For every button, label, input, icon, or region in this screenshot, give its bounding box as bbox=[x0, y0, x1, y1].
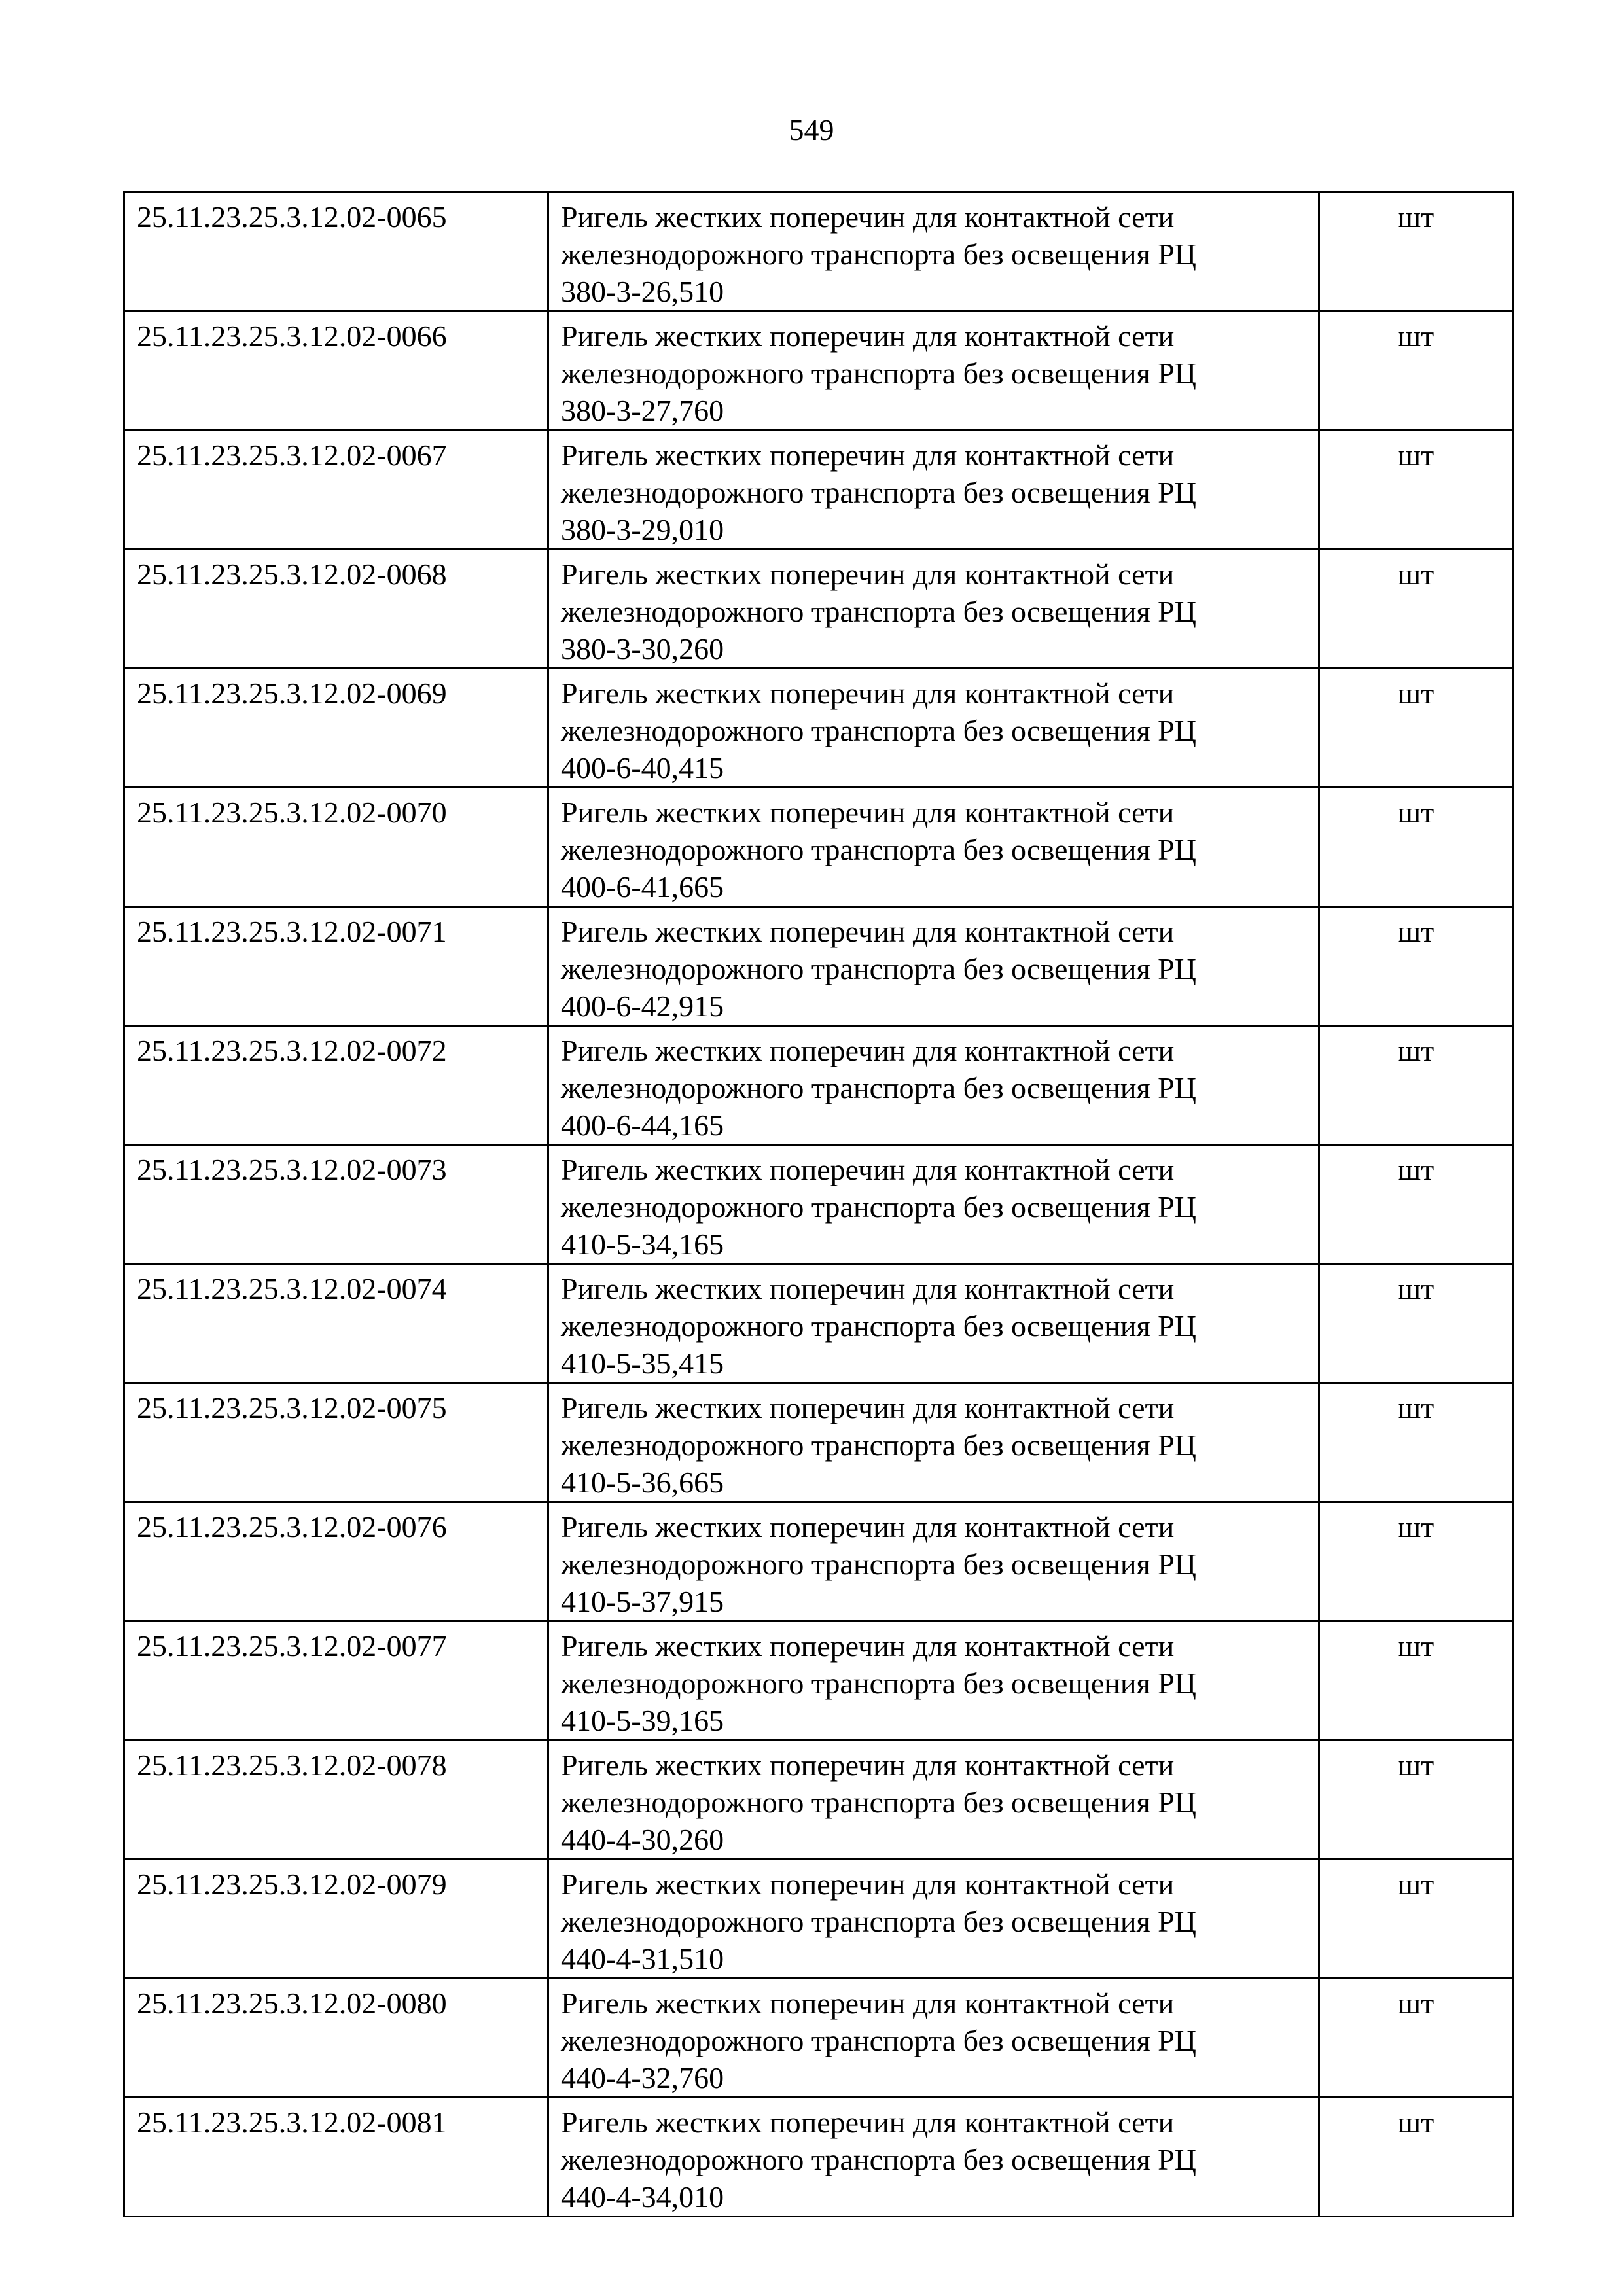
description-line: железнодорожного транспорта без освещения РЦ bbox=[561, 476, 1196, 509]
description-line: Ригель жестких поперечин для контактной сети bbox=[561, 1987, 1175, 2020]
items-table bbox=[123, 191, 1514, 2217]
item-code: 25.11.23.25.3.12.02-0073 bbox=[124, 1145, 548, 1264]
item-unit: шт bbox=[1319, 431, 1513, 550]
item-code: 25.11.23.25.3.12.02-0065 bbox=[124, 192, 548, 311]
item-code: 25.11.23.25.3.12.02-0068 bbox=[124, 550, 548, 669]
item-description bbox=[548, 192, 1319, 311]
description-line: Ригель жестких поперечин для контактной сети bbox=[561, 1629, 1175, 1663]
item-unit: шт bbox=[1319, 788, 1513, 907]
description-mark: 380-3-26,510 bbox=[561, 275, 724, 308]
table-row bbox=[124, 788, 1513, 907]
description-mark: 400-6-44,165 bbox=[561, 1108, 724, 1142]
description-line: железнодорожного транспорта без освещения РЦ bbox=[561, 1071, 1196, 1104]
item-description bbox=[548, 2098, 1319, 2217]
description-mark: 410-5-36,665 bbox=[561, 1466, 724, 1499]
item-code: 25.11.23.25.3.12.02-0079 bbox=[124, 1860, 548, 1979]
table-row bbox=[124, 1502, 1513, 1621]
description-line: Ригель жестких поперечин для контактной сети bbox=[561, 796, 1175, 829]
table-row bbox=[124, 1264, 1513, 1383]
item-description bbox=[548, 1502, 1319, 1621]
description-line: Ригель жестких поперечин для контактной сети bbox=[561, 200, 1175, 234]
page-number: 549 bbox=[789, 113, 834, 147]
description-line: Ригель жестких поперечин для контактной сети bbox=[561, 1391, 1175, 1424]
item-unit: шт bbox=[1319, 1145, 1513, 1264]
item-code: 25.11.23.25.3.12.02-0067 bbox=[124, 431, 548, 550]
item-code: 25.11.23.25.3.12.02-0072 bbox=[124, 1026, 548, 1145]
table-row bbox=[124, 431, 1513, 550]
item-code: 25.11.23.25.3.12.02-0066 bbox=[124, 311, 548, 431]
description-mark: 410-5-37,915 bbox=[561, 1585, 724, 1618]
table-row bbox=[124, 907, 1513, 1026]
table-row bbox=[124, 192, 1513, 311]
description-line: Ригель жестких поперечин для контактной сети bbox=[561, 1272, 1175, 1305]
item-description bbox=[548, 1621, 1319, 1740]
table-row bbox=[124, 1383, 1513, 1502]
description-mark: 400-6-40,415 bbox=[561, 751, 724, 785]
description-line: железнодорожного транспорта без освещения РЦ bbox=[561, 1190, 1196, 1224]
description-line: железнодорожного транспорта без освещения РЦ bbox=[561, 357, 1196, 390]
table-row bbox=[124, 2098, 1513, 2217]
item-unit: шт bbox=[1319, 1860, 1513, 1979]
item-unit: шт bbox=[1319, 669, 1513, 788]
description-line: Ригель жестких поперечин для контактной сети bbox=[561, 557, 1175, 591]
description-line: железнодорожного транспорта без освещения РЦ bbox=[561, 833, 1196, 866]
description-mark: 380-3-29,010 bbox=[561, 513, 724, 546]
item-unit: шт bbox=[1319, 907, 1513, 1026]
description-line: железнодорожного транспорта без освещения РЦ bbox=[561, 2143, 1196, 2176]
description-mark: 440-4-30,260 bbox=[561, 1823, 724, 1856]
description-line: Ригель жестких поперечин для контактной сети bbox=[561, 1153, 1175, 1186]
table-row bbox=[124, 1621, 1513, 1740]
description-line: железнодорожного транспорта без освещения РЦ bbox=[561, 1667, 1196, 1700]
description-mark: 380-3-27,760 bbox=[561, 394, 724, 427]
description-mark: 440-4-34,010 bbox=[561, 2180, 724, 2214]
item-description bbox=[548, 907, 1319, 1026]
item-description bbox=[548, 311, 1319, 431]
description-mark: 410-5-35,415 bbox=[561, 1347, 724, 1380]
item-description bbox=[548, 1383, 1319, 1502]
item-code: 25.11.23.25.3.12.02-0077 bbox=[124, 1621, 548, 1740]
item-code: 25.11.23.25.3.12.02-0070 bbox=[124, 788, 548, 907]
table-row bbox=[124, 550, 1513, 669]
table-row bbox=[124, 311, 1513, 431]
description-line: железнодорожного транспорта без освещения РЦ bbox=[561, 714, 1196, 747]
description-line: железнодорожного транспорта без освещения РЦ bbox=[561, 1309, 1196, 1343]
description-line: железнодорожного транспорта без освещения РЦ bbox=[561, 1786, 1196, 1819]
item-code: 25.11.23.25.3.12.02-0078 bbox=[124, 1740, 548, 1860]
description-line: железнодорожного транспорта без освещения РЦ bbox=[561, 595, 1196, 628]
item-description bbox=[548, 1860, 1319, 1979]
item-description bbox=[548, 669, 1319, 788]
item-description bbox=[548, 431, 1319, 550]
item-code: 25.11.23.25.3.12.02-0076 bbox=[124, 1502, 548, 1621]
description-mark: 440-4-32,760 bbox=[561, 2061, 724, 2094]
description-line: Ригель жестких поперечин для контактной сети bbox=[561, 1034, 1175, 1067]
item-unit: шт bbox=[1319, 1264, 1513, 1383]
item-description bbox=[548, 1145, 1319, 1264]
table-row bbox=[124, 1026, 1513, 1145]
description-line: Ригель жестких поперечин для контактной сети bbox=[561, 1748, 1175, 1782]
description-line: Ригель жестких поперечин для контактной сети bbox=[561, 677, 1175, 710]
item-unit: шт bbox=[1319, 1383, 1513, 1502]
item-code: 25.11.23.25.3.12.02-0069 bbox=[124, 669, 548, 788]
item-unit: шт bbox=[1319, 2098, 1513, 2217]
description-line: железнодорожного транспорта без освещения РЦ bbox=[561, 1547, 1196, 1581]
table-row bbox=[124, 669, 1513, 788]
item-description bbox=[548, 1264, 1319, 1383]
table-row bbox=[124, 1740, 1513, 1860]
item-description bbox=[548, 550, 1319, 669]
description-line: железнодорожного транспорта без освещения РЦ bbox=[561, 1428, 1196, 1462]
description-mark: 410-5-39,165 bbox=[561, 1704, 724, 1737]
description-line: железнодорожного транспорта без освещения РЦ bbox=[561, 2024, 1196, 2057]
item-unit: шт bbox=[1319, 1621, 1513, 1740]
description-line: железнодорожного транспорта без освещения РЦ bbox=[561, 238, 1196, 271]
item-code: 25.11.23.25.3.12.02-0081 bbox=[124, 2098, 548, 2217]
description-line: Ригель жестких поперечин для контактной сети bbox=[561, 438, 1175, 472]
description-mark: 440-4-31,510 bbox=[561, 1942, 724, 1975]
table-row bbox=[124, 1860, 1513, 1979]
item-code: 25.11.23.25.3.12.02-0075 bbox=[124, 1383, 548, 1502]
description-line: Ригель жестких поперечин для контактной сети bbox=[561, 2106, 1175, 2139]
description-line: железнодорожного транспорта без освещения РЦ bbox=[561, 1905, 1196, 1938]
description-line: Ригель жестких поперечин для контактной сети bbox=[561, 1867, 1175, 1901]
description-mark: 410-5-34,165 bbox=[561, 1227, 724, 1261]
item-unit: шт bbox=[1319, 550, 1513, 669]
item-code: 25.11.23.25.3.12.02-0080 bbox=[124, 1979, 548, 2098]
item-code: 25.11.23.25.3.12.02-0074 bbox=[124, 1264, 548, 1383]
item-description bbox=[548, 788, 1319, 907]
table-body bbox=[124, 192, 1513, 2217]
item-description bbox=[548, 1026, 1319, 1145]
item-description bbox=[548, 1979, 1319, 2098]
description-line: Ригель жестких поперечин для контактной сети bbox=[561, 915, 1175, 948]
description-line: Ригель жестких поперечин для контактной сети bbox=[561, 1510, 1175, 1544]
item-unit: шт bbox=[1319, 311, 1513, 431]
description-mark: 400-6-42,915 bbox=[561, 989, 724, 1023]
table-row bbox=[124, 1979, 1513, 2098]
item-unit: шт bbox=[1319, 1026, 1513, 1145]
description-line: железнодорожного транспорта без освещения РЦ bbox=[561, 952, 1196, 985]
description-mark: 400-6-41,665 bbox=[561, 870, 724, 904]
item-unit: шт bbox=[1319, 1740, 1513, 1860]
item-code: 25.11.23.25.3.12.02-0071 bbox=[124, 907, 548, 1026]
item-unit: шт bbox=[1319, 1502, 1513, 1621]
item-unit: шт bbox=[1319, 1979, 1513, 2098]
description-mark: 380-3-30,260 bbox=[561, 632, 724, 665]
item-unit: шт bbox=[1319, 192, 1513, 311]
item-description bbox=[548, 1740, 1319, 1860]
description-line: Ригель жестких поперечин для контактной сети bbox=[561, 319, 1175, 353]
table-row bbox=[124, 1145, 1513, 1264]
